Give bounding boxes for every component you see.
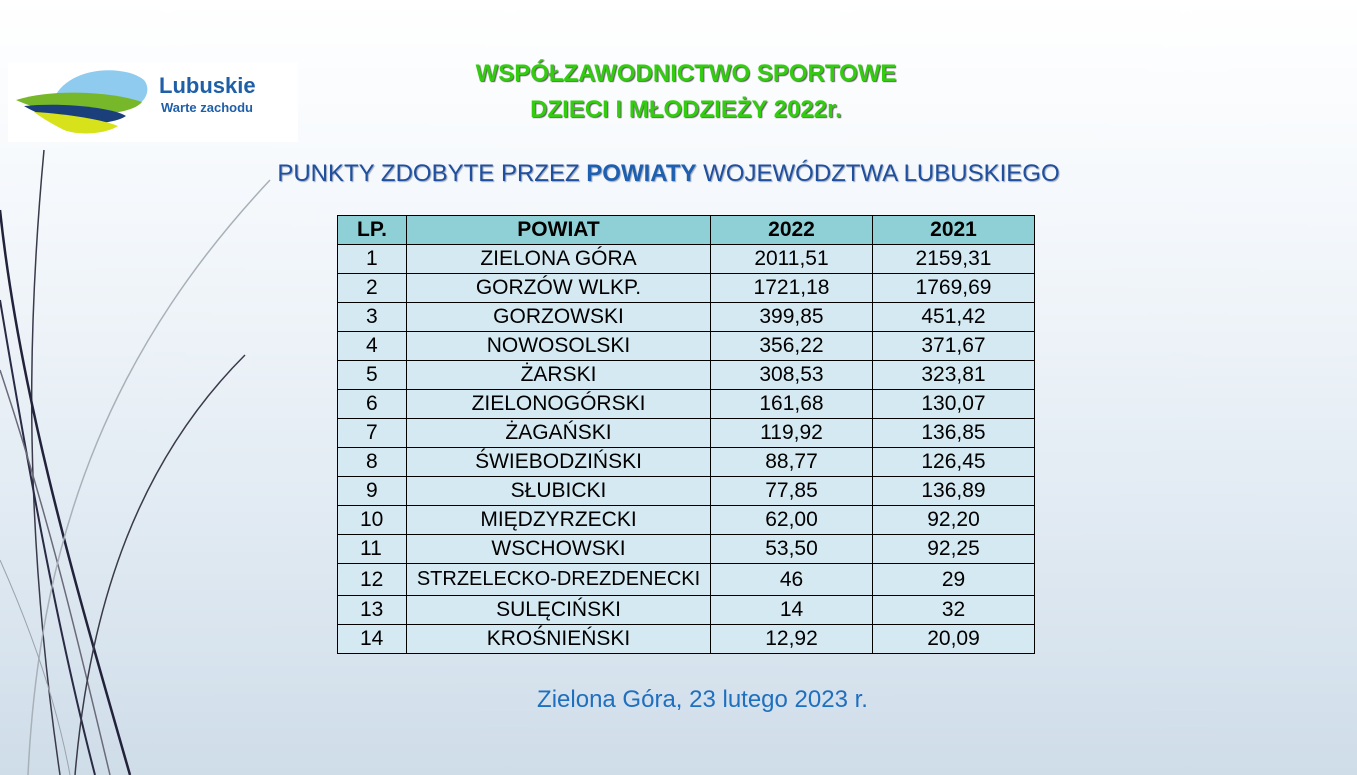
cell-lp: 14 [338, 625, 407, 654]
table-row [338, 564, 1035, 596]
cell-2022: 119,92 [711, 419, 873, 448]
cell-2022: 77,85 [711, 477, 873, 506]
logo-tagline: Warte zachodu [161, 100, 253, 115]
table-row [338, 448, 1035, 477]
cell-powiat: ŻAGAŃSKI [407, 419, 711, 448]
cell-powiat: MIĘDZYRZECKI [407, 506, 711, 535]
cell-2022: 161,68 [711, 390, 873, 419]
cell-2021: 136,89 [873, 477, 1035, 506]
cell-2022: 2011,51 [711, 245, 873, 274]
results-table [337, 215, 1035, 654]
cell-lp: 7 [338, 419, 407, 448]
cell-lp: 5 [338, 361, 407, 390]
cell-lp: 2 [338, 274, 407, 303]
page-title-line1: WSPÓŁZAWODNICTWO SPORTOWE [475, 60, 897, 87]
cell-powiat: GORZOWSKI [407, 303, 711, 332]
lubuskie-logo [8, 62, 298, 142]
cell-powiat: STRZELECKO-DREZDENECKI [407, 564, 711, 596]
cell-2021: 451,42 [873, 303, 1035, 332]
table-row [338, 419, 1035, 448]
cell-lp: 13 [338, 596, 407, 625]
table-row [338, 477, 1035, 506]
cell-2022: 62,00 [711, 506, 873, 535]
cell-powiat: ZIELONA GÓRA [407, 245, 711, 274]
cell-powiat: KROŚNIEŃSKI [407, 625, 711, 654]
cell-lp: 6 [338, 390, 407, 419]
cell-powiat: ŻARSKI [407, 361, 711, 390]
table-header-row [338, 216, 1035, 245]
cell-2022: 12,92 [711, 625, 873, 654]
cell-2022: 53,50 [711, 535, 873, 564]
subtitle-prefix: PUNKTY ZDOBYTE PRZEZ [277, 160, 587, 187]
cell-powiat: ZIELONOGÓRSKI [407, 390, 711, 419]
table-row [338, 535, 1035, 564]
cell-2021: 32 [873, 596, 1035, 625]
cell-2021: 126,45 [873, 448, 1035, 477]
page-subtitle [0, 160, 1337, 188]
cell-2022: 1721,18 [711, 274, 873, 303]
table-row [338, 390, 1035, 419]
cell-lp: 9 [338, 477, 407, 506]
table-row [338, 506, 1035, 535]
cell-2021: 371,67 [873, 332, 1035, 361]
table-row [338, 332, 1035, 361]
footer-date: Zielona Góra, 23 lutego 2023 r. [537, 686, 868, 713]
cell-2021: 29 [873, 564, 1035, 596]
table-row [338, 245, 1035, 274]
cell-2021: 92,25 [873, 535, 1035, 564]
cell-lp: 1 [338, 245, 407, 274]
cell-2022: 14 [711, 596, 873, 625]
subtitle-suffix: WOJEWÓDZTWA LUBUSKIEGO [696, 160, 1060, 187]
cell-lp: 4 [338, 332, 407, 361]
header-lp: LP. [338, 216, 407, 245]
cell-2021: 323,81 [873, 361, 1035, 390]
table-row [338, 596, 1035, 625]
cell-lp: 11 [338, 535, 407, 564]
header-2022: 2022 [711, 216, 873, 245]
cell-2022: 356,22 [711, 332, 873, 361]
cell-2021: 130,07 [873, 390, 1035, 419]
cell-2022: 46 [711, 564, 873, 596]
table-row [338, 303, 1035, 332]
cell-powiat: ŚWIEBODZIŃSKI [407, 448, 711, 477]
cell-2021: 20,09 [873, 625, 1035, 654]
cell-2021: 92,20 [873, 506, 1035, 535]
logo-name: Lubuskie [159, 73, 256, 98]
cell-powiat: NOWOSOLSKI [407, 332, 711, 361]
cell-powiat: SŁUBICKI [407, 477, 711, 506]
header-2021: 2021 [873, 216, 1035, 245]
cell-powiat: SULĘCIŃSKI [407, 596, 711, 625]
cell-2022: 399,85 [711, 303, 873, 332]
cell-lp: 8 [338, 448, 407, 477]
table-row [338, 361, 1035, 390]
cell-lp: 3 [338, 303, 407, 332]
cell-2021: 1769,69 [873, 274, 1035, 303]
header-powiat: POWIAT [407, 216, 711, 245]
cell-lp: 10 [338, 506, 407, 535]
cell-powiat: WSCHOWSKI [407, 535, 711, 564]
cell-2021: 2159,31 [873, 245, 1035, 274]
lubuskie-logo-mark-icon [14, 66, 154, 138]
cell-powiat: GORZÓW WLKP. [407, 274, 711, 303]
cell-2022: 308,53 [711, 361, 873, 390]
table-row [338, 274, 1035, 303]
cell-2021: 136,85 [873, 419, 1035, 448]
table-row [338, 625, 1035, 654]
cell-2022: 88,77 [711, 448, 873, 477]
page-title-line2: DZIECI I MŁODZIEŻY 2022r. [530, 96, 842, 123]
subtitle-highlight: POWIATY [586, 160, 697, 187]
cell-lp: 12 [338, 564, 407, 596]
